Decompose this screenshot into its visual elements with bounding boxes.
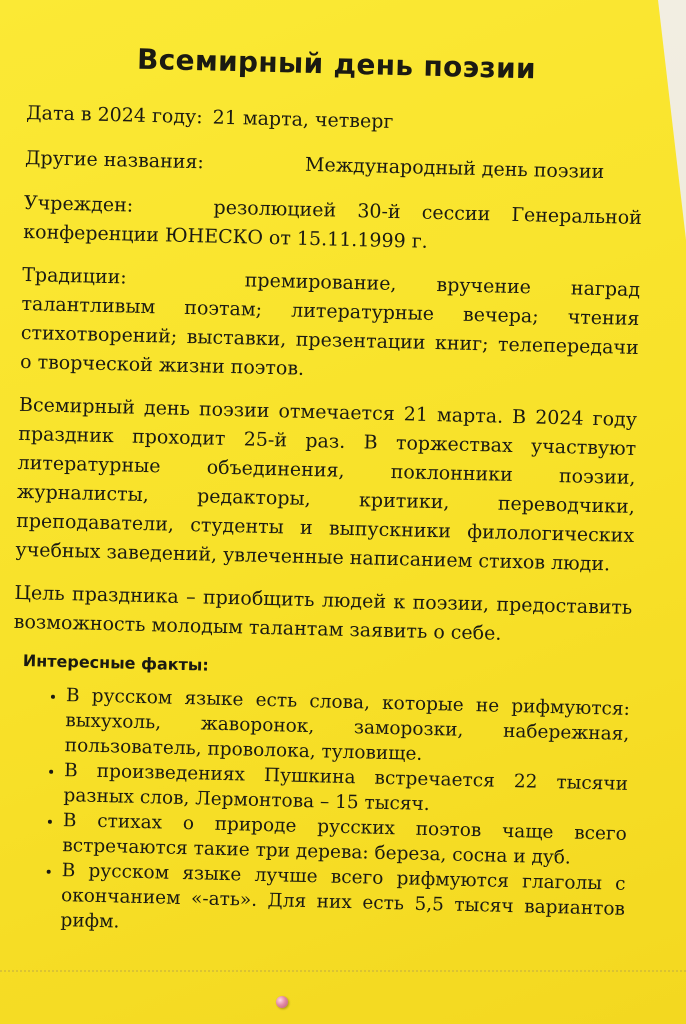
founded-row: [23, 189, 642, 262]
traditions-label: Традиции:: [21, 263, 127, 289]
poster-content: [6, 40, 646, 947]
date-value: 21 марта, четверг: [212, 106, 394, 133]
fact-item: • В стихах о природе русских поэтов чаще всего встречаются такие три дерева: береза, сосна и дуб.: [62, 808, 627, 872]
push-pin-icon: [276, 996, 288, 1008]
poster-title: Всемирный день поэзии: [136, 42, 537, 86]
traditions-row: [20, 261, 641, 392]
other-names-label: Другие названия:: [24, 146, 205, 174]
goal-paragraph: Цель праздника – приобщить людей к поэзии, предоставить возможность молодым талантам заявить о себе.: [13, 581, 633, 645]
fact-item: • В русском языке есть слова, которые не рифмуются: выхухоль, жаворонок, заморозки, набережная, пользователь, проволока, туловище.: [64, 683, 630, 772]
date-row: [26, 99, 645, 143]
other-names-row: [25, 144, 644, 188]
fact-item: • В произведениях Пушкина встречается 22 тысячи разных слов, Лермонтова – 15 тысяч.: [63, 758, 628, 822]
other-names-value: Международный день поэзии: [304, 153, 605, 184]
facts-heading: Интересные факты:: [22, 651, 209, 675]
founded-label: Учрежден:: [23, 191, 134, 217]
intro-paragraph: Всемирный день поэзии отмечается 21 марта. В 2024 году праздник проходит 25-й раз. В торжествах участвуют литературные объединения, поклонники поэзии, журналисты, редакторы, критики, переводчики, преподаватели, студенты и выпускники филологических учебных заведений, увлеченные написанием стихов люди.: [15, 393, 638, 576]
fact-item: • В русском языке лучше всего рифмуются глаголы с окончанием «-ать». Для них есть 5,5 тысяч вариантов рифм.: [60, 858, 626, 947]
date-label: Дата в 2024 году:: [25, 101, 203, 129]
facts-list: [6, 682, 630, 947]
traditions-value: премирование, вручение наград талантливым поэтам; литературные вечера; чтения стихотворений; выставки, презентации книг; телепередачи о творческой жизни поэтов.: [19, 269, 641, 380]
founded-value: резолюцией 30-й сессии Генеральной конференции ЮНЕСКО от 15.11.1999 г.: [23, 196, 643, 253]
